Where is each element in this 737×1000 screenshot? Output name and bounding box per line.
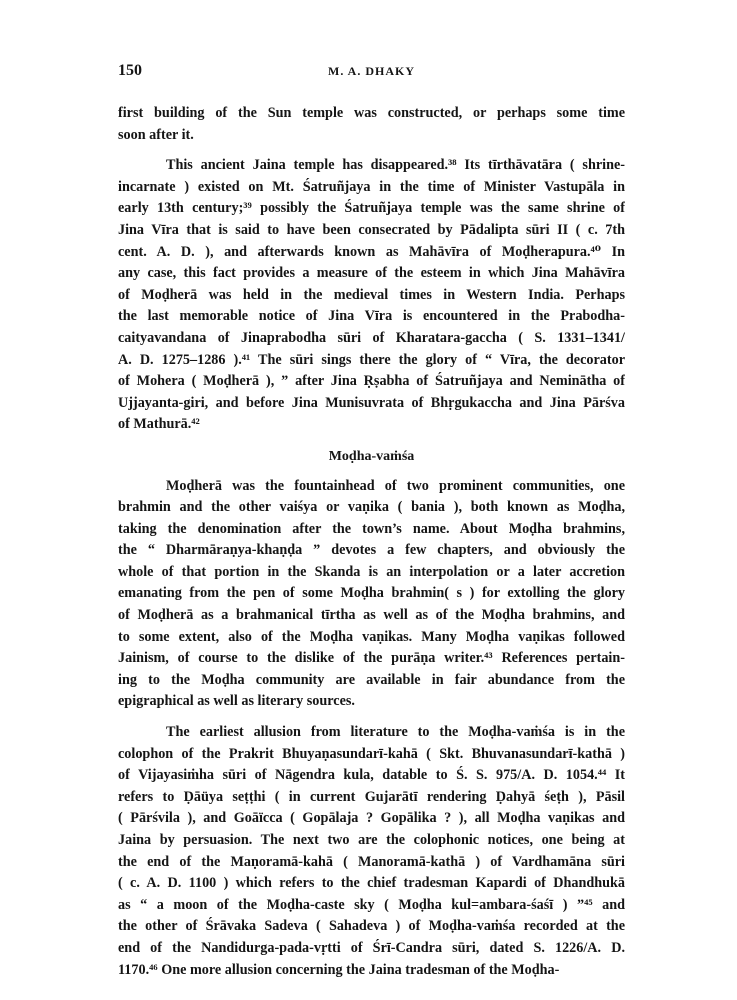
text-line: incarnate ) existed on Mt. Śatruñjaya in the time of Minister Vastupāla in bbox=[118, 178, 625, 195]
text-line: Jainism, of course to the dislike of the purāṇa writer.⁴³ References pertain- bbox=[118, 650, 625, 667]
text-line: the other of Śrāvaka Sadeva ( Sahadeva ) of Moḍha-vaṁśa recorded at the bbox=[118, 918, 625, 935]
text-line: emanating from the pen of some Moḍha brahmin( s ) for extolling the glory bbox=[118, 585, 625, 602]
page-header bbox=[118, 62, 625, 84]
text-line: refers to Ḍāüya seṭṭhi ( in current Gujarātī rendering Ḍahyā śeṭh ), Pāsil bbox=[118, 788, 625, 805]
text-line: of Mohera ( Moḍherā ), ” after Jina Ṛṣabha of Śatruñjaya and Neminātha of bbox=[118, 373, 625, 390]
text-line: brahmin and the other vaiśya or vaṇika ( bania ), both known as Moḍha, bbox=[118, 499, 625, 516]
text-line: Jina Vīra that is said to have been consecrated by Pādalipta sūri II ( c. 7th bbox=[118, 221, 625, 238]
text-line: of Moḍherā as a brahmanical tīrtha as well as of the Moḍha brahmins, and bbox=[118, 607, 625, 624]
text-line: epigraphical as well as literary sources. bbox=[118, 693, 355, 710]
text-line: ( c. A. D. 1100 ) which refers to the chief tradesman Kapardi of Dhandhukā bbox=[118, 875, 625, 892]
text-line: as “ a moon of the Moḍha-caste sky ( Moḍha kul=ambara-śaśī ) ”⁴⁵ and bbox=[118, 896, 625, 913]
text-line: 1170.⁴⁶ One more allusion concerning the Jaina tradesman of the Moḍha- bbox=[118, 961, 560, 978]
page-body bbox=[118, 103, 625, 981]
text-line: any case, this fact provides a measure of the esteem in which Jina Mahāvīra bbox=[118, 265, 625, 282]
text-line: ( Pārśvila ), and Goāïcca ( Gopālaja ? Gopālika ? ), all Moḍha vaṇikas and bbox=[118, 810, 625, 827]
text-line: first building of the Sun temple was constructed, or perhaps some time bbox=[118, 105, 625, 121]
text-line: the “ Dharmāraṇya-khaṇḍa ” devotes a few chapters, and obviously the bbox=[118, 542, 625, 559]
section-heading: Moḍha-vaṁśa bbox=[328, 448, 415, 464]
text-line: cent. A. D. ), and afterwards known as Mahāvīra of Moḍherapura.⁴⁰ In bbox=[118, 243, 625, 260]
text-line: end of the Nandidurga-pada-vṛtti of Śrī-Candra sūri, dated S. 1226/A. D. bbox=[118, 939, 625, 956]
text-line: This ancient Jaina temple has disappeared.³⁸ Its tīrthāvatāra ( shrine- bbox=[166, 157, 625, 174]
paragraph-gap bbox=[118, 146, 625, 155]
paragraph-p4 bbox=[118, 722, 625, 981]
paragraph-p2 bbox=[118, 155, 625, 436]
text-line: taking the denomination after the town’s name. About Moḍha brahmins, bbox=[118, 520, 625, 537]
text-line: early 13th century;³⁹ possibly the Śatruñjaya temple was the same shrine of bbox=[118, 200, 625, 217]
text-line: colophon of the Prakrit Bhuyaṇasundarī-kahā ( Skt. Bhuvanasundarī-kathā ) bbox=[118, 745, 625, 762]
text-line: of Moḍherā was held in the medieval times in Western India. Perhaps bbox=[118, 286, 625, 303]
text-line: of Vijayasiṁha sūri of Nāgendra kula, datable to Ś. S. 975/A. D. 1054.⁴⁴ It bbox=[118, 767, 625, 784]
page-number: 150 bbox=[118, 62, 142, 79]
text-line: Ujjayanta-giri, and before Jina Munisuvrata of Bhṛgukaccha and Jina Pārśva bbox=[118, 394, 625, 411]
paragraph-p3 bbox=[118, 476, 625, 714]
running-head: M. A. DHAKY bbox=[328, 64, 415, 78]
paragraph-gap bbox=[118, 713, 625, 722]
text-line: ing to the Moḍha community are available in fair abundance from the bbox=[118, 671, 625, 688]
text-line: caityavandana of Jinaprabodha sūri of Kharatara-gaccha ( S. 1331–1341/ bbox=[118, 329, 625, 346]
text-line: the end of the Maṇoramā-kahā ( Manoramā-kathā ) of Vardhamāna sūri bbox=[118, 853, 625, 870]
text-line: soon after it. bbox=[118, 126, 194, 143]
text-line: to some extent, also of the Moḍha vaṇikas. Many Moḍha vaṇikas followed bbox=[118, 628, 625, 645]
text-line: The earliest allusion from literature to the Moḍha-vaṁśa is in the bbox=[166, 724, 625, 741]
text-line: Jaina by persuasion. The next two are the colophonic notices, one being at bbox=[118, 832, 625, 848]
paragraph-p1 bbox=[118, 103, 625, 146]
text-line: Moḍherā was the fountainhead of two prominent communities, one bbox=[166, 477, 625, 494]
text-line: the last memorable notice of Jina Vīra is encountered in the Prabodha- bbox=[118, 308, 625, 325]
text-line: of Mathurā.⁴² bbox=[118, 416, 200, 433]
text-line: A. D. 1275–1286 ).⁴¹ The sūri sings there the glory of “ Vīra, the decorator bbox=[118, 351, 625, 368]
text-line: whole of that portion in the Skanda is an interpolation or a later accretion bbox=[118, 563, 625, 580]
